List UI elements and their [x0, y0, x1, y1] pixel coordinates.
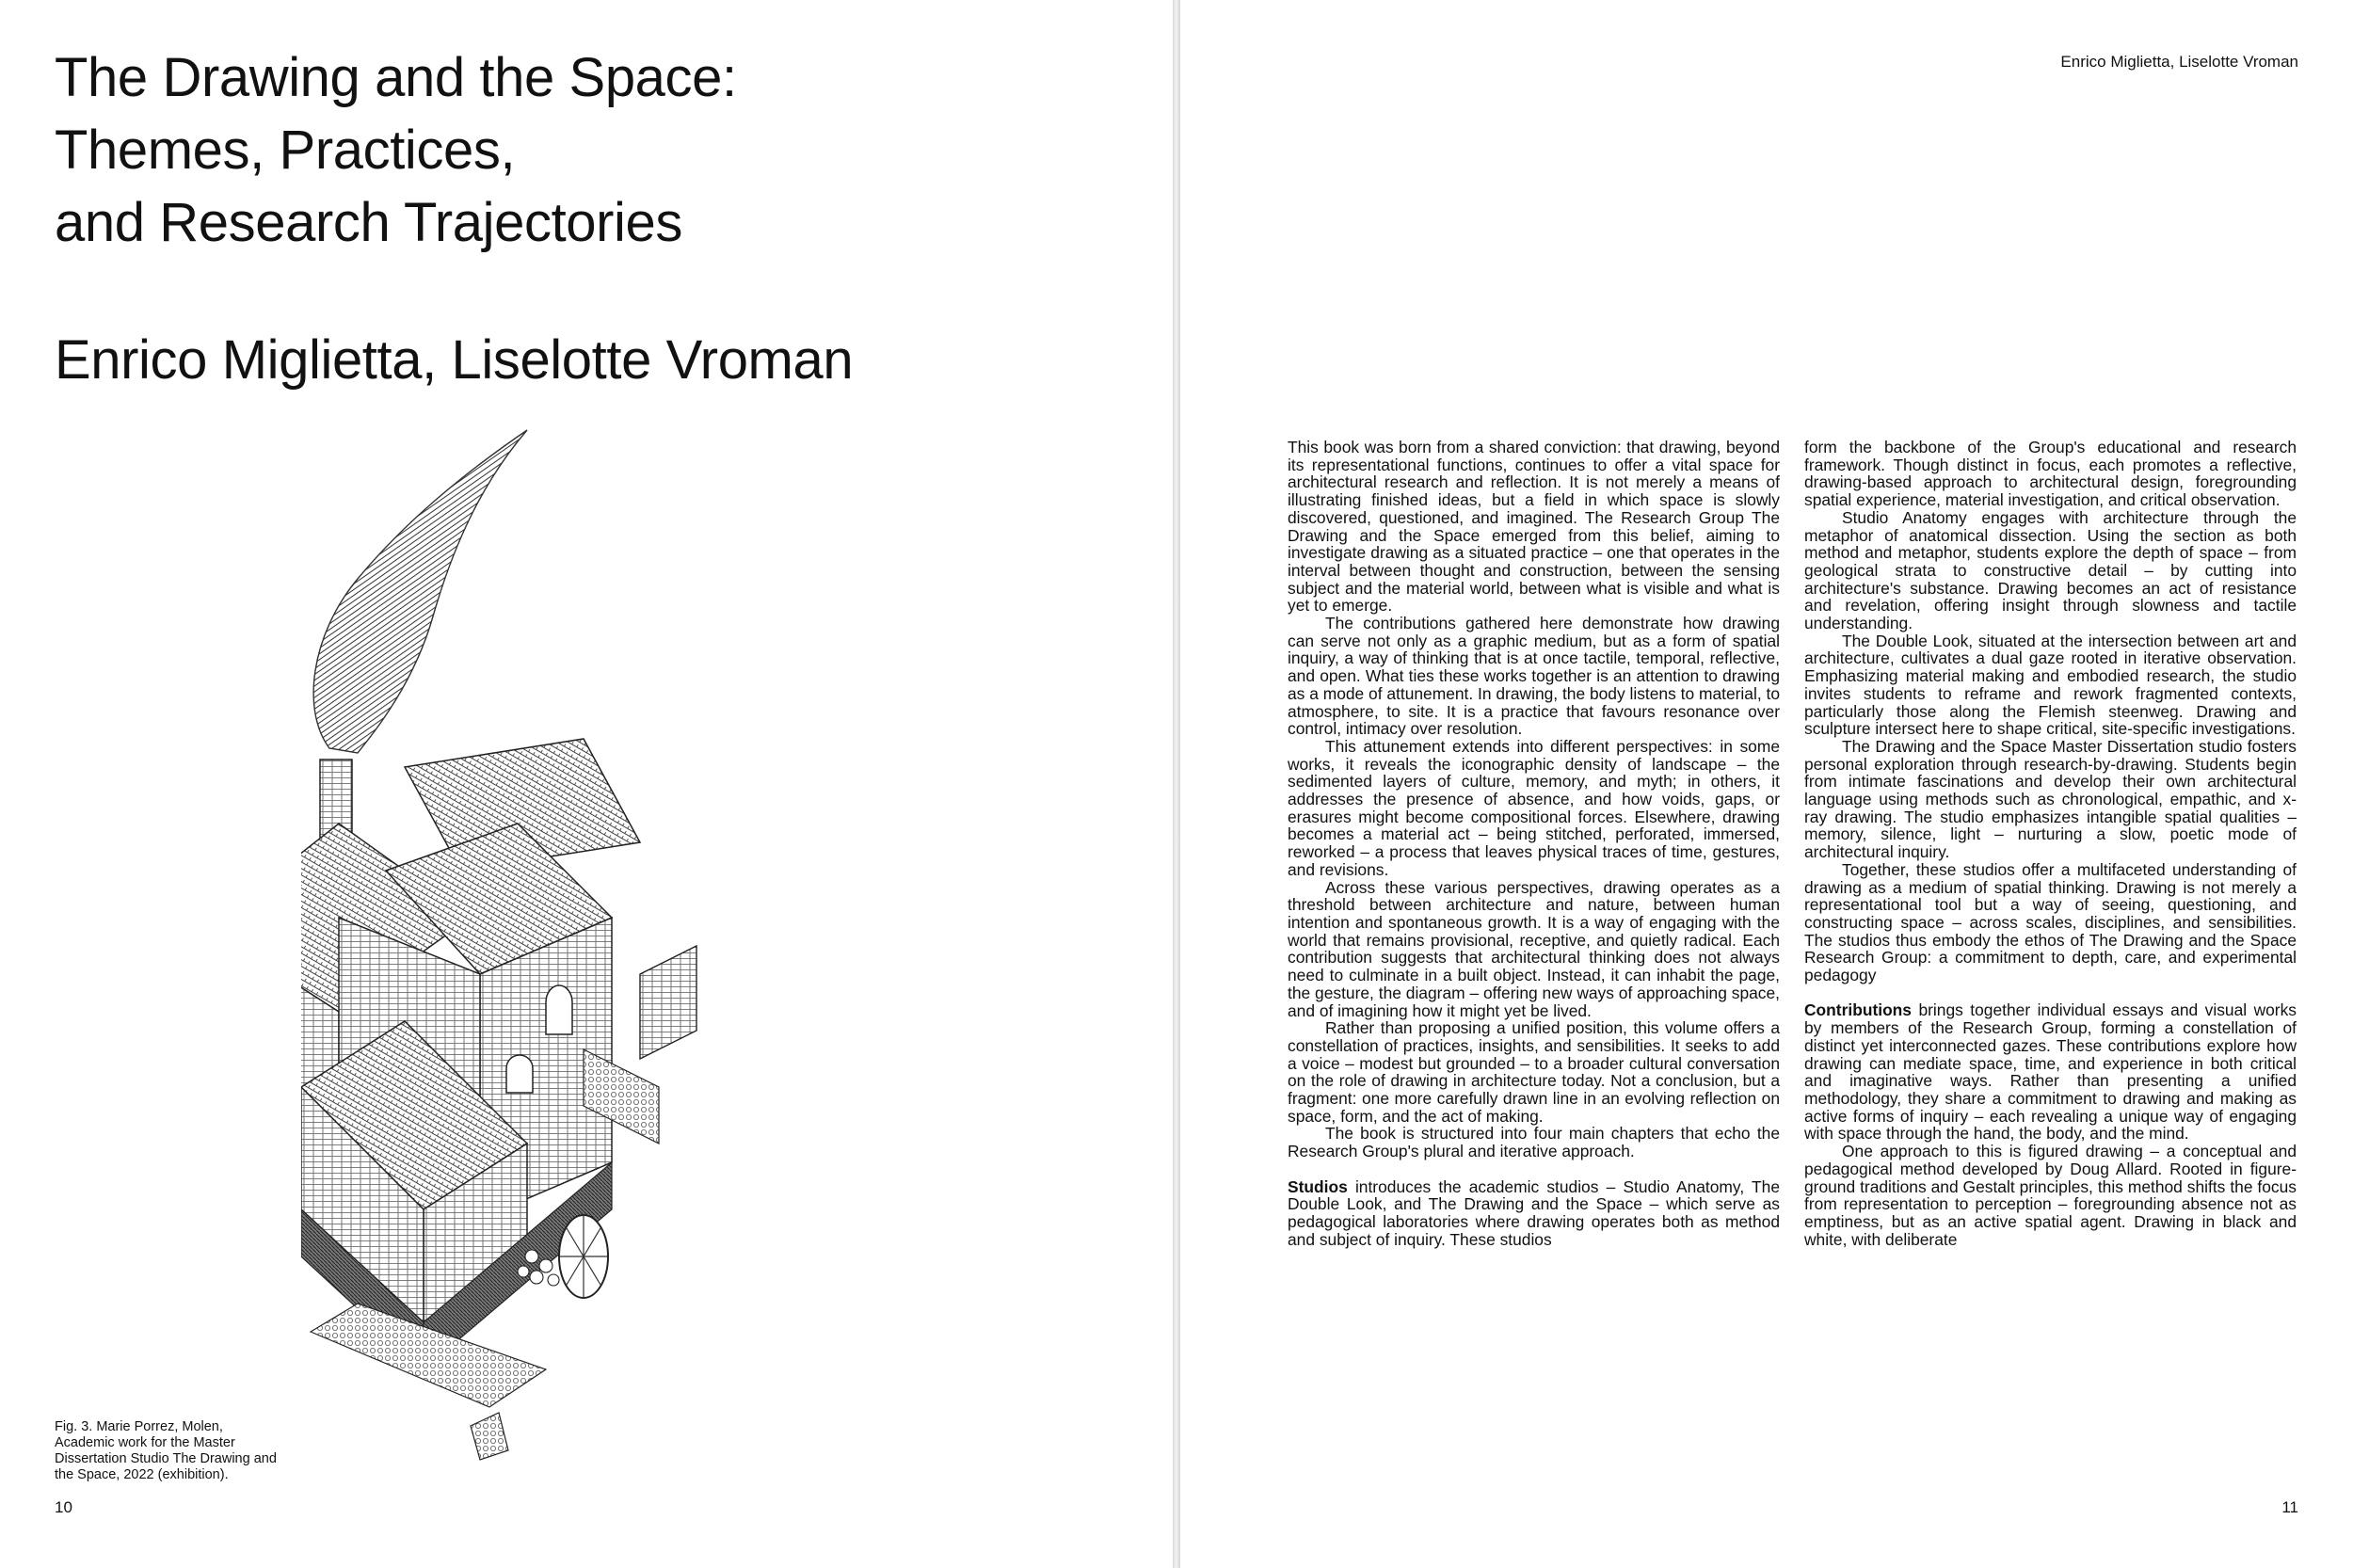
chapter-title-line: The Drawing and the Space: — [55, 47, 737, 108]
paragraph: This book was born from a shared conviction: that drawing, beyond its representational functions, continues to offer a vital space for architectural research and reflection. It is not merely a means of illustrating finished ideas, but a field in which space is slowly discovered, questioned, and imagined. The Research Group The Drawing and the Space emerged from this belief, aiming to investigate drawing as a situated practice – one that operates in the interval between thought and construction, between the sensing subject and the material world, between what is visible and what is yet to emerge. — [1288, 438, 1780, 616]
caption-line: Dissertation Studio The Drawing and — [55, 1451, 277, 1466]
text-column-1 — [1288, 439, 1780, 1248]
text-column-2 — [1804, 439, 2297, 1248]
paragraph: Rather than proposing a unified position, this volume offers a constellation of practices, insights, and sensibilities. It seeks to add a voice – modest but grounded – to a broader cultural conversation on the role of drawing in architecture today. Not a conclusion, but a fragment: one more carefully drawn line in an evolving reflection on space, form, and the act of making. — [1288, 1018, 1780, 1126]
caption-line: Academic work for the Master — [55, 1435, 235, 1450]
paragraph: The contributions gathered here demonstrate how drawing can serve not only as a graphic medium, but as a form of spatial inquiry, a way of thinking that is at once tactile, temporal, reflective, and open. What ties these works together is an attention to drawing as a mode of attunement. In drawing, the body listens to material, to atmosphere, to site. It is a practice that favours resonance over control, intimacy over resolution. — [1288, 614, 1780, 739]
chapter-title — [55, 41, 737, 259]
paragraph: Together, these studios offer a multifaceted understanding of drawing as a medium of spatial thinking. Drawing is not merely a representational tool but a way of seeing, questioning, and constructing space – across scales, disciplines, and sensibilities. The studios thus embody the ethos of The Drawing and the Space Research Group: a commitment to depth, care, and experimental pedagogy — [1804, 859, 2297, 985]
caption-line: Fig. 3. Marie Porrez, Molen, — [55, 1419, 223, 1434]
page-number-right: 11 — [2281, 1498, 2298, 1516]
running-head: Enrico Miglietta, Liselotte Vroman — [2060, 53, 2298, 71]
chapter-title-line: Themes, Practices, — [55, 120, 516, 181]
left-page — [0, 0, 1173, 1568]
paragraph: Studio Anatomy engages with architecture through the metaphor of anatomical dissection. Using the section as both method and metaphor, students explore the depth of space – from geological strata to constructive detail – by cutting into architecture's substance. Drawing becomes an act of resistance and revelation, offering insight through slowness and tactile understanding. — [1804, 507, 2297, 633]
page-number-left: 10 — [55, 1498, 72, 1516]
chapter-title-line: and Research Trajectories — [55, 192, 682, 253]
right-page — [1180, 0, 2353, 1568]
caption-line: the Space, 2022 (exhibition). — [55, 1467, 229, 1482]
paragraph: Across these various perspectives, drawing operates as a threshold between architecture and nature, between human intention and spontaneous growth. It is a way of engaging with the world that remains provisional, receptive, and quietly radical. Each contribution suggests that architectural thinking does not always need to culminate in a built object. Instead, it can inhabit the page, the gesture, the diagram – offering new ways of approaching space, and of imagining how it might yet be lived. — [1288, 877, 1780, 1020]
mill-drawing — [301, 428, 941, 1501]
paragraph: One approach to this is figured drawing – a conceptual and pedagogical method developed by Doug Allard. Rooted in figure-ground traditions and Gestalt principles, this method shifts the focus from representation to perception – foregrounding absence not as emptiness, but as an active spatial agent. Drawing in black and white, with deliberate — [1804, 1142, 2297, 1249]
run-in-heading: Contributions — [1804, 1000, 1912, 1020]
paragraph: form the backbone of the Group's educational and research framework. Though distinct in focus, each promotes a reflective, drawing-based approach to architectural design, foregrounding spatial experience, material investigation, and critical observation. — [1804, 438, 2297, 510]
paragraph-studios — [1288, 1178, 1780, 1249]
figure-caption — [55, 1419, 309, 1483]
book-gutter — [1173, 0, 1180, 1568]
chapter-authors: Enrico Miglietta, Liselotte Vroman — [55, 329, 854, 391]
paragraph-text: introduces the academic studios – Studio Anatomy, The Double Look, and The Drawing and the Space – which serve as pedagogical laboratories where drawing operates both as method and subject of inquiry. These studios — [1288, 1176, 1780, 1249]
paragraph: This attunement extends into different perspectives: in some works, it reveals the iconographic density of landscape – the sedimented layers of culture, memory, and myth; in others, it addresses the presence of absence, and how voids, gaps, or erasures might become compositional forces. Elsewhere, drawing becomes a material act – being stitched, perforated, immersed, reworked – a process that leaves physical traces of time, gestures, and revisions. — [1288, 736, 1780, 879]
paragraph-contributions — [1804, 1001, 2297, 1143]
paragraph-text: brings together individual essays and visual works by members of the Research Group, forming a constellation of distinct yet interconnected gazes. These contributions explore how drawing can mediate space, time, and experience in both critical and imaginative ways. Rather than presenting a unified methodology, they share a commitment to drawing and making as active forms of inquiry – each revealing a unique way of engaging with space through the hand, the body, and the mind. — [1804, 1000, 2297, 1144]
paragraph: The Drawing and the Space Master Dissertation studio fosters personal exploration through research-by-drawing. Students begin from intimate fascinations and develop their own architectural language using methods such as chronological, empathic, and x-ray drawing. The studio emphasizes intangible spatial qualities – memory, silence, light – nurturing a slow, poetic mode of architectural inquiry. — [1804, 736, 2297, 862]
paragraph: The book is structured into four main chapters that echo the Research Group's plural and iterative approach. — [1288, 1124, 1780, 1161]
run-in-heading: Studios — [1288, 1176, 1348, 1196]
paragraph: The Double Look, situated at the intersection between art and architecture, cultivates a dual gaze rooted in iterative observation. Emphasizing material making and embodied research, the studio invites students to reframe and rework fragmented contexts, particularly those along the Flemish steenweg. Drawing and sculpture intersect here to shape critical, site-specific investigations. — [1804, 631, 2297, 739]
